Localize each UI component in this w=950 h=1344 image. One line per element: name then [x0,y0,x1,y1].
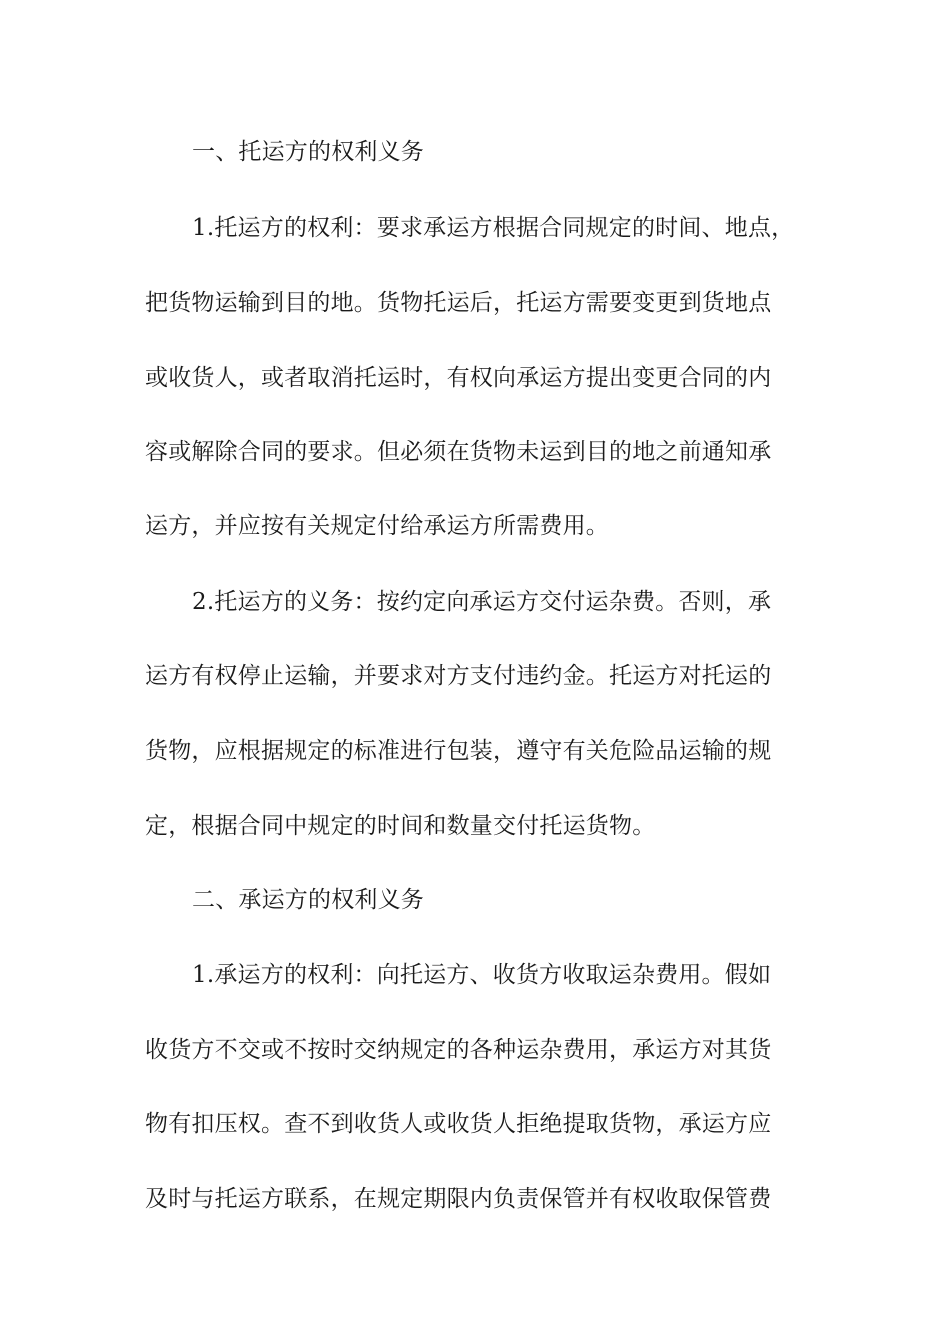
paragraph-line: 2.托运方的义务：按约定向承运方交付运杂费。否则，承 [192,589,772,615]
paragraph-line: 运方，并应按有关规定付给承运方所需费用。 [145,513,609,539]
section-heading-consignor: 一、托运方的权利义务 [192,139,424,165]
section-heading-carrier: 二、承运方的权利义务 [192,887,424,913]
paragraph-line: 运方有权停止运输，并要求对方支付违约金。托运方对托运的 [145,663,772,689]
paragraph-line: 货物，应根据规定的标准进行包装，遵守有关危险品运输的规 [145,738,772,764]
paragraph-line: 及时与托运方联系，在规定期限内负责保管并有权收取保管费 [145,1186,772,1212]
paragraph-line: 物有扣压权。查不到收货人或收货人拒绝提取货物，承运方应 [145,1111,772,1137]
paragraph-line: 1.托运方的权利：要求承运方根据合同规定的时间、地点， [192,215,795,241]
paragraph-line: 定，根据合同中规定的时间和数量交付托运货物。 [145,813,656,839]
paragraph-line: 1.承运方的权利：向托运方、收货方收取运杂费用。假如 [192,962,772,988]
paragraph-line: 容或解除合同的要求。但必须在货物未运到目的地之前通知承 [145,439,772,465]
paragraph-line: 或收货人，或者取消托运时，有权向承运方提出变更合同的内 [145,365,772,391]
paragraph-line: 收货方不交或不按时交纳规定的各种运杂费用，承运方对其货 [145,1037,772,1063]
paragraph-line: 把货物运输到目的地。货物托运后，托运方需要变更到货地点 [145,290,772,316]
